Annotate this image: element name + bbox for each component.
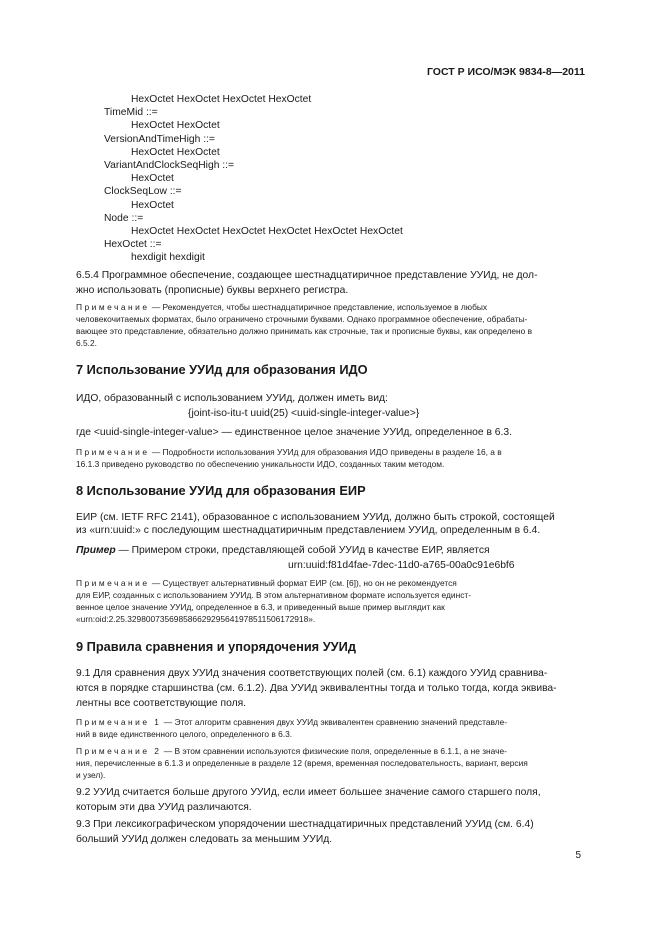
paragraph-9-1-line-3: лентны все соответствующие поля.: [76, 698, 247, 709]
section-8-paragraph-line-1: ЕИР (см. IETF RFC 2141), образованное с использованием УУИд, должно быть строкой, состоящей: [76, 512, 555, 523]
grammar-line: HexOctet: [131, 199, 174, 211]
section-7-paragraph: ИДО, образованный с использованием УУИд, должен иметь вид:: [76, 393, 388, 404]
page-number: 5: [575, 850, 581, 861]
paragraph-6-5-4-line-2: жно использовать (прописные) буквы верхнего регистра.: [76, 285, 349, 296]
grammar-line: HexOctet: [131, 173, 174, 185]
note-label: Примечание: [76, 302, 150, 312]
paragraph-9-3-line-1: 9.3 При лексикографическом упорядочении шестнадцатиричных представлений УУИд (см. 6.4): [76, 819, 534, 830]
section-7-heading: 7 Использование УУИд для образования ИДО: [76, 362, 368, 377]
note-label: Примечание: [76, 578, 150, 588]
grammar-line: HexOctet HexOctet: [131, 120, 220, 132]
note-9-2-line-3: и узел).: [76, 770, 106, 780]
section-8-paragraph-line-2: из «urn:uuid:» с последующим шестнадцатиричным представлением УУИд, определенным в 6.4.: [76, 525, 541, 536]
note-7-line-2: 16.1.3 приведено руководство по обеспечению уникальности ИДО, созданных таким методом.: [76, 459, 445, 469]
note-label: Примечание 2: [76, 746, 162, 756]
section-7-formula: {joint-iso-itu-t uuid(25) <uuid-single-integer-value>}: [188, 408, 420, 419]
note-9-2-line-1: [76, 745, 507, 757]
note-text: — Этот алгоритм сравнения двух УУИд эквивалентен сравнению значений представле-: [163, 717, 508, 727]
grammar-line: TimeMid ::=: [104, 107, 158, 119]
grammar-line: HexOctet HexOctet HexOctet HexOctet: [131, 94, 312, 105]
note-9-2-line-2: ния, перечисленные в 6.1.3 и определенные в разделе 12 (время, временная последовательность, вариант, версия: [76, 758, 528, 768]
note-6-5-4-line-2: человекочитаемых форматах, было ограничено строчными буквами. Однако программное обеспечение, обрабаты-: [76, 314, 528, 324]
grammar-line: hexdigit hexdigit: [131, 252, 205, 264]
example-line: [76, 543, 490, 558]
paragraph-9-1-line-1: 9.1 Для сравнения двух УУИд значения соответствующих полей (см. 6.1) каждого УУИд сравнива-: [76, 668, 548, 679]
paragraph-9-3-line-2: больший УУИд должен следовать за меньшим УУИд.: [76, 834, 333, 845]
note-6-5-4-line-4: 6.5.2.: [76, 338, 97, 348]
note-9-1-line-1: [76, 716, 507, 728]
grammar-line: VersionAndTimeHigh ::=: [104, 133, 215, 145]
paragraph-9-2-line-2: которым эти два УУИд различаются.: [76, 802, 252, 813]
example-text: — Примером строки, представляющей собой УУИд в качестве ЕИР, является: [115, 545, 490, 556]
note-6-5-4-line-1: [76, 301, 487, 313]
note-7-line-1: [76, 446, 502, 458]
section-9-heading: 9 Правила сравнения и упорядочения УУИд: [76, 639, 356, 654]
note-text: — Подробности использования УУИд для образования ИДО приведены в разделе 16, а в: [151, 447, 502, 457]
paragraph-9-1-line-2: ются в порядке старшинства (см. 6.1.2). Два УУИд эквивалентны тогда и только тогда, когда эквива-: [76, 683, 557, 694]
example-urn-value: urn:uuid:f81d4fae-7dec-11d0-a765-00a0c91e6bf6: [288, 560, 515, 571]
note-text: — В этом сравнении используются физические поля, определенные в 6.1.1, а не значе-: [163, 746, 507, 756]
grammar-line: Node ::=: [104, 212, 144, 224]
example-label: Пример: [76, 545, 116, 556]
note-6-5-4-line-3: вающее это представление, обязательно должно принимать как строчные, так и прописные буквы, как определено в: [76, 326, 533, 336]
note-8-line-1: [76, 577, 457, 589]
document-header: ГОСТ Р ИСО/МЭК 9834-8—2011: [426, 66, 585, 78]
grammar-line: VariantAndClockSeqHigh ::=: [104, 160, 235, 171]
note-8-line-3: венное целое значение УУИд, определенное в 6.3, и приведенный выше пример выглядит как: [76, 602, 445, 612]
note-8-line-4: «urn:oid:2.25.329800735698586629295641978511506172918».: [76, 614, 316, 624]
note-label: Примечание 1: [76, 717, 162, 727]
note-8-line-2: для ЕИР, созданных с использованием УУИд. В этом альтернативном формате используется единст-: [76, 590, 472, 600]
note-9-1-line-2: ний в виде единственного целого, определенного в 6.3.: [76, 729, 293, 739]
grammar-line: HexOctet HexOctet: [131, 146, 220, 158]
paragraph-6-5-4-line-1: 6.5.4 Программное обеспечение, создающее шестнадцатиричное представление УУИд, не дол-: [76, 270, 538, 281]
note-text: — Существует альтернативный формат ЕИР (см. [6]), но он не рекомендуется: [151, 578, 457, 588]
section-7-where-clause: где <uuid-single-integer-value> — единственное целое значение УУИд, определенное в 6.3.: [76, 427, 512, 438]
note-text: — Рекомендуется, чтобы шестнадцатиричное представление, используемое в любых: [151, 302, 488, 312]
note-label: Примечание: [76, 447, 150, 457]
grammar-line: HexOctet HexOctet HexOctet HexOctet HexOctet HexOctet: [131, 226, 403, 237]
paragraph-9-2-line-1: 9.2 УУИд считается больше другого УУИд, если имеет большее значение самого старшего поля,: [76, 787, 541, 798]
section-8-heading: 8 Использование УУИд для образования ЕИР: [76, 483, 366, 498]
grammar-line: HexOctet ::=: [104, 239, 162, 251]
grammar-line: ClockSeqLow ::=: [104, 186, 182, 198]
